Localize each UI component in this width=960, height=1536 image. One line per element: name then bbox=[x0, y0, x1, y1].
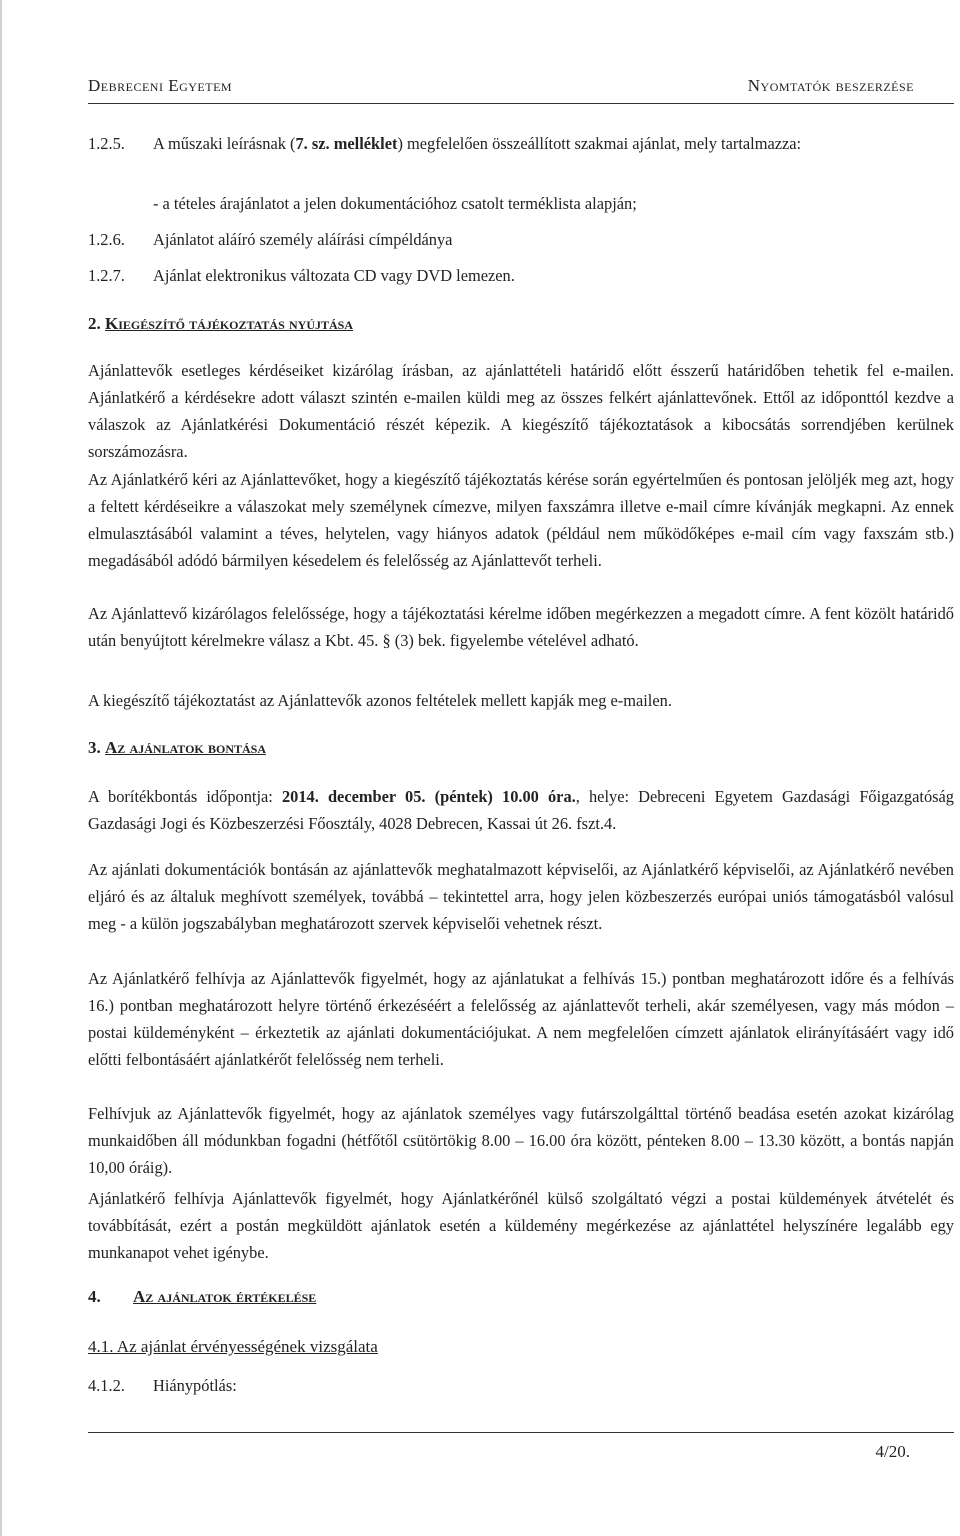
section-2-paragraph-1: Ajánlattevők esetleges kérdéseiket kizárólag írásban, az ajánlattételi határidő előtt ésszerű határidőben tehetik fel e-mailen. Ajánlatkérő a kérdésekre adott választ szintén e-mailen küldi meg az összes felkért ajánlattevőnek. Ettől az időponttól kezdve a válaszok az Ajánlatkérési Dokumentáció részét képezik. A kiegészítő tájékoztatások a kibocsátás sorrendjében kerülnek sorszámozásra. bbox=[88, 361, 954, 461]
item-text-pre: A műszaki leírásnak ( bbox=[153, 134, 296, 153]
item-4-1-2 bbox=[88, 1372, 954, 1399]
item-number: 4.1.2. bbox=[88, 1376, 125, 1395]
opening-date-value: 2014. december 05. (péntek) 10.00 óra. bbox=[281, 787, 576, 806]
section-3-paragraph-3: Az Ajánlatkérő felhívja az Ajánlattevők figyelmét, hogy az ajánlatukat a felhívás 15.) pontban meghatározott időre és a felhívás 16.) pontban meghatározott helyre történő érkezéséért a felelősség az ajánlattevőt terheli, akár személyesen, vagy más módon – postai küldeményként – érkeztetik az ajánlati dokumentációjukat. A nem megfelelően címzett ajánlatok elirányításáért vagy idő előtti felbontásáért ajánlatkérőt felelősség nem terheli. bbox=[88, 969, 954, 1069]
opening-date-label: A borítékbontás időpontja: bbox=[88, 787, 282, 806]
section-2-heading bbox=[88, 310, 954, 337]
section-title: Az ajánlatok bontása bbox=[105, 738, 267, 757]
item-text: Ajánlat elektronikus változata CD vagy DVD lemezen. bbox=[153, 266, 515, 285]
item-1-2-6 bbox=[88, 226, 954, 253]
section-3-paragraph-5: Ajánlatkérő felhívja Ajánlattevők figyelmét, hogy Ajánlatkérőnél külső szolgáltató végzi a postai küldemények átvételét és továbbítását, ezért a postán megküldött ajánlatok esetén a küldemény megérkezése az ajánlattétel helyszínére legalább egy munkanapot vehet igénybe. bbox=[88, 1189, 954, 1262]
section-title: Az ajánlatok értékelése bbox=[133, 1287, 317, 1306]
page-number: 4/20. bbox=[875, 1442, 910, 1461]
item-1-2-5-bullet: - a tételes árajánlatot a jelen dokumentációhoz csatolt terméklista alapján; bbox=[153, 194, 637, 213]
subsection-4-1-heading: 4.1. Az ajánlat érvényességének vizsgálata bbox=[88, 1337, 378, 1356]
item-text-post: ) megfelelően összeállított szakmai ajánlat, mely tartalmazza: bbox=[397, 134, 802, 153]
section-3-paragraph-1 bbox=[88, 783, 954, 837]
item-number: 1.2.5. bbox=[88, 134, 125, 153]
item-text: Hiánypótlás: bbox=[153, 1376, 237, 1395]
item-1-2-7 bbox=[88, 262, 954, 289]
section-title: Kiegészítő tájékoztatás nyújtása bbox=[105, 314, 354, 333]
item-number: 1.2.6. bbox=[88, 230, 125, 249]
header-institution: Debreceni Egyetem bbox=[88, 76, 233, 95]
section-2-paragraph-4: A kiegészítő tájékoztatást az Ajánlattevők azonos feltételek mellett kapják meg e-mailen. bbox=[88, 691, 672, 710]
section-2-paragraph-2: Az Ajánlatkérő kéri az Ajánlattevőket, hogy a kiegészítő tájékoztatás kérése során egyértelműen és pontosan jelöljék meg azt, hogy a feltett kérdéseikre a válaszokat mely személynek címezve, milyen faxszámra illetve e-mail címre kívánják megkapni. Az ennek elmulasztásából valamint a téves, helytelen, vagy hiányos adatok (például nem működőképes e-mail cím vagy faxszám stb.) megadásából adódó bármilyen késedelem és felelősség az Ajánlattevőt terheli. bbox=[88, 470, 954, 570]
section-3-heading bbox=[88, 734, 954, 761]
section-number: 3. bbox=[88, 738, 101, 757]
section-4-heading bbox=[88, 1283, 954, 1310]
item-number: 1.2.7. bbox=[88, 266, 125, 285]
opening-location: , helye: Debreceni Egyetem Gazdasági Főigazgatóság Gazdasági Jogi és Közbeszerzési Főosztály, 4028 Debrecen, Kassai út 26. fszt.4. bbox=[88, 787, 954, 833]
section-3-paragraph-4: Felhívjuk az Ajánlattevők figyelmét, hogy az ajánlatok személyes vagy futárszolgálttal történő beadása esetén azokat kizárólag munkaidőben áll módunkban fogadni (hétfőtől csütörtökig 8.00 – 16.00 óra között, pénteken 8.00 – 13.30 között, a bontás napján 10,00 óráig). bbox=[88, 1104, 954, 1177]
footer-rule bbox=[88, 1432, 954, 1433]
header-document-title: Nyomtatók beszerzése bbox=[747, 76, 914, 95]
item-text: Ajánlatot aláíró személy aláírási címpéldánya bbox=[153, 230, 453, 249]
section-2-paragraph-3: Az Ajánlattevő kizárólagos felelőssége, hogy a tájékoztatási kérelme időben megérkezzen a megadott címre. A fent közölt határidő után benyújtott kérelmekre válasz a Kbt. 45. § (3) bek. figyelembe vételével adható. bbox=[88, 604, 954, 650]
section-number: 4. bbox=[88, 1287, 101, 1306]
item-1-2-5 bbox=[88, 130, 960, 157]
section-3-paragraph-2: Az ajánlati dokumentációk bontásán az ajánlattevők meghatalmazott képviselői, az Ajánlatkérő képviselői, az Ajánlatkérő nevében eljáró és az általuk meghívott személyek, továbbá – tekintettel arra, hogy jelen közbeszerzés európai uniós támogatásból valósul meg - a külön jogszabályban meghatározott szervek képviselői vehetnek részt. bbox=[88, 860, 954, 933]
page-edge bbox=[0, 0, 2, 1536]
item-text-bold: 7. sz. melléklet bbox=[295, 134, 398, 153]
header-rule bbox=[88, 103, 954, 104]
section-number: 2. bbox=[88, 314, 101, 333]
